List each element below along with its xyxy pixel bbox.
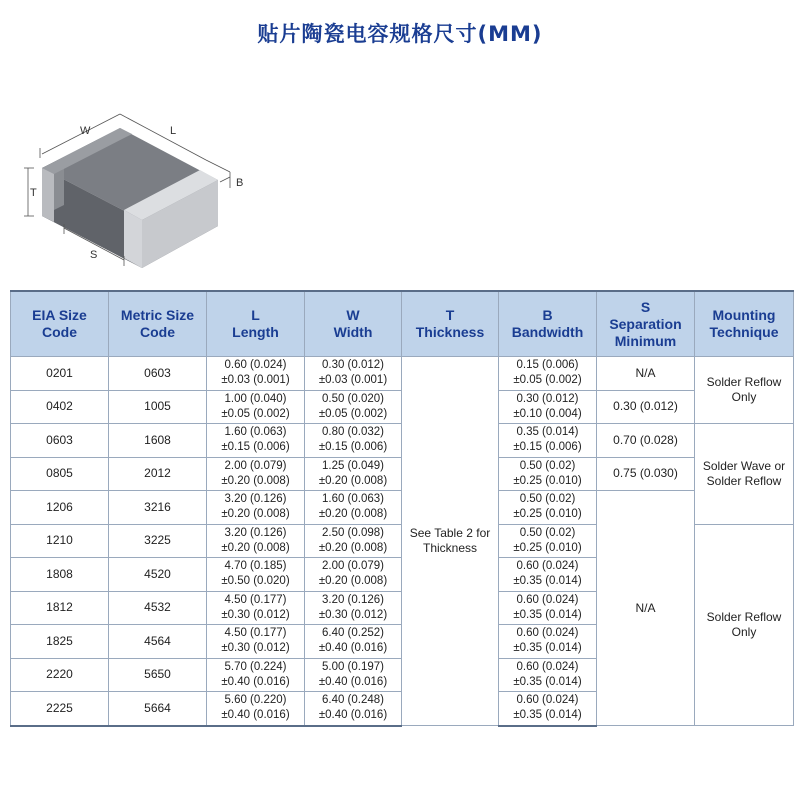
header-mounting: Mounting Technique (695, 291, 794, 357)
page-title: 贴片陶瓷电容规格尺寸(MM) (257, 22, 543, 46)
eia-code: 0201 (11, 357, 109, 391)
metric-code: 4532 (109, 591, 207, 625)
eia-code: 0805 (11, 457, 109, 491)
separation-value: 0.75 (0.030) (597, 457, 695, 491)
separation-value: 0.70 (0.028) (597, 424, 695, 458)
bandwidth-value: 0.60 (0.024) ±0.35 (0.014) (499, 658, 597, 692)
termination-left-front (42, 168, 54, 222)
bandwidth-value: 0.30 (0.012) ±0.10 (0.004) (499, 390, 597, 424)
eia-code: 2220 (11, 658, 109, 692)
eia-code: 1825 (11, 625, 109, 659)
metric-code: 1608 (109, 424, 207, 458)
mounting-group-1: Solder Reflow Only (695, 357, 794, 424)
length-value: 2.00 (0.079) ±0.20 (0.008) (207, 457, 305, 491)
metric-code: 5650 (109, 658, 207, 692)
eia-code: 1206 (11, 491, 109, 525)
mounting-group-3: Solder Reflow Only (695, 524, 794, 726)
metric-code: 4520 (109, 558, 207, 592)
metric-code: 1005 (109, 390, 207, 424)
thickness-note: See Table 2 for Thickness (402, 357, 499, 726)
metric-code: 5664 (109, 692, 207, 726)
width-value: 6.40 (0.252) ±0.40 (0.016) (305, 625, 402, 659)
length-value: 5.60 (0.220) ±0.40 (0.016) (207, 692, 305, 726)
bandwidth-value: 0.50 (0.02) ±0.25 (0.010) (499, 457, 597, 491)
capacitor-dimension-diagram (20, 88, 260, 283)
bandwidth-value: 0.50 (0.02) ±0.25 (0.010) (499, 524, 597, 558)
eia-code: 2225 (11, 692, 109, 726)
length-value: 4.50 (0.177) ±0.30 (0.012) (207, 625, 305, 659)
table-header-row (11, 291, 794, 357)
header-thickness: T Thickness (402, 291, 499, 357)
width-value: 6.40 (0.248) ±0.40 (0.016) (305, 692, 402, 726)
width-value: 5.00 (0.197) ±0.40 (0.016) (305, 658, 402, 692)
length-value: 5.70 (0.224) ±0.40 (0.016) (207, 658, 305, 692)
dim-label-s: S (90, 249, 98, 261)
length-value: 3.20 (0.126) ±0.20 (0.008) (207, 491, 305, 525)
bandwidth-value: 0.50 (0.02) ±0.25 (0.010) (499, 491, 597, 525)
eia-code: 0402 (11, 390, 109, 424)
width-value: 0.80 (0.032) ±0.15 (0.006) (305, 424, 402, 458)
width-value: 2.00 (0.079) ±0.20 (0.008) (305, 558, 402, 592)
width-value: 1.25 (0.049) ±0.20 (0.008) (305, 457, 402, 491)
dim-label-t: T (30, 187, 37, 199)
width-value: 0.30 (0.012) ±0.03 (0.001) (305, 357, 402, 391)
header-bandwidth: B Bandwidth (499, 291, 597, 357)
eia-code: 0603 (11, 424, 109, 458)
length-value: 1.60 (0.063) ±0.15 (0.006) (207, 424, 305, 458)
length-value: 4.50 (0.177) ±0.30 (0.012) (207, 591, 305, 625)
bandwidth-value: 0.60 (0.024) ±0.35 (0.014) (499, 558, 597, 592)
separation-na: N/A (597, 491, 695, 726)
separation-value: N/A (597, 357, 695, 391)
width-value: 1.60 (0.063) ±0.20 (0.008) (305, 491, 402, 525)
termination-right-front (124, 210, 142, 268)
bandwidth-value: 0.60 (0.024) ±0.35 (0.014) (499, 591, 597, 625)
separation-value: 0.30 (0.012) (597, 390, 695, 424)
length-value: 0.60 (0.024) ±0.03 (0.001) (207, 357, 305, 391)
table-row (11, 357, 794, 391)
bandwidth-value: 0.35 (0.014) ±0.15 (0.006) (499, 424, 597, 458)
dim-label-w: W (80, 125, 91, 137)
bandwidth-value: 0.15 (0.006) ±0.05 (0.002) (499, 357, 597, 391)
width-value: 0.50 (0.020) ±0.05 (0.002) (305, 390, 402, 424)
metric-code: 4564 (109, 625, 207, 659)
capacitor-spec-table (10, 290, 794, 727)
metric-code: 3225 (109, 524, 207, 558)
header-length: L Length (207, 291, 305, 357)
eia-code: 1812 (11, 591, 109, 625)
metric-code: 0603 (109, 357, 207, 391)
length-value: 3.20 (0.126) ±0.20 (0.008) (207, 524, 305, 558)
length-value: 4.70 (0.185) ±0.50 (0.020) (207, 558, 305, 592)
metric-code: 2012 (109, 457, 207, 491)
metric-code: 3216 (109, 491, 207, 525)
dim-label-l: L (170, 125, 177, 137)
bandwidth-value: 0.60 (0.024) ±0.35 (0.014) (499, 692, 597, 726)
eia-code: 1210 (11, 524, 109, 558)
length-value: 1.00 (0.040) ±0.05 (0.002) (207, 390, 305, 424)
bandwidth-value: 0.60 (0.024) ±0.35 (0.014) (499, 625, 597, 659)
mounting-group-2: Solder Wave or Solder Reflow (695, 424, 794, 525)
eia-code: 1808 (11, 558, 109, 592)
header-eia: EIA Size Code (11, 291, 109, 357)
width-value: 2.50 (0.098) ±0.20 (0.008) (305, 524, 402, 558)
header-separation: S Separation Minimum (597, 291, 695, 357)
header-width: W Width (305, 291, 402, 357)
dim-label-b: B (236, 177, 244, 189)
header-metric: Metric Size Code (109, 291, 207, 357)
width-value: 3.20 (0.126) ±0.30 (0.012) (305, 591, 402, 625)
